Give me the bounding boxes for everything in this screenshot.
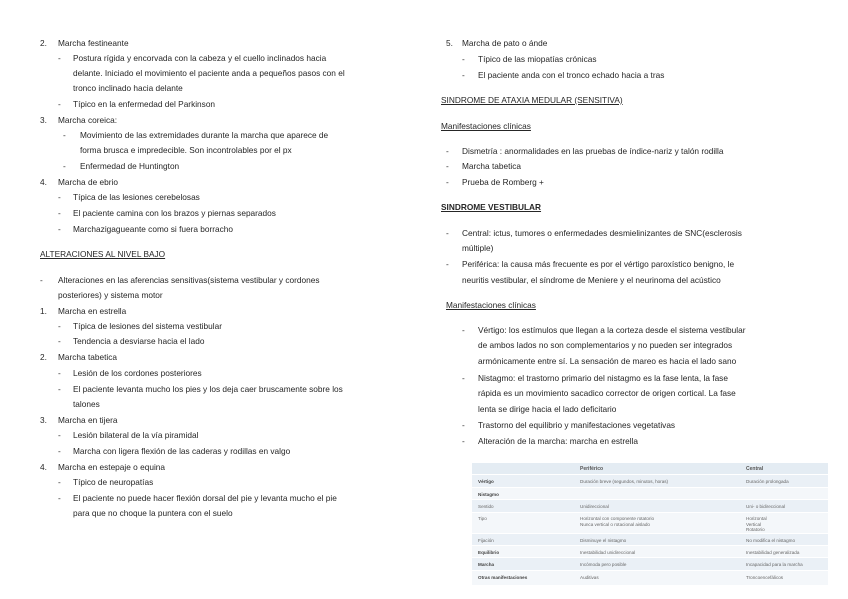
table-cell: Vertical xyxy=(746,521,762,527)
table-row xyxy=(472,570,828,585)
text-line: posteriores) y sistema motor xyxy=(58,290,163,300)
table-cell: Troncoencefálicos xyxy=(746,575,784,580)
item-number: 1. xyxy=(40,306,47,316)
text-line: Típico en la enfermedad del Parkinson xyxy=(73,99,216,109)
table-cell: Nunca vertical o rotacional aislado xyxy=(580,521,650,527)
table-row-label: Nistagmo xyxy=(478,492,499,497)
bullet-dash: - xyxy=(58,99,61,109)
table-header xyxy=(472,463,828,474)
table-cell: Unidireccional xyxy=(580,504,609,509)
text-line: Lesión de los cordones posteriores xyxy=(73,368,202,378)
text-line: Dismetría : anormalidades en las pruebas de índice-nariz y talón rodilla xyxy=(462,146,724,156)
comparison-table xyxy=(472,463,828,585)
text-line: tronco inclinado hacia delante xyxy=(73,83,183,93)
text-line: armónicamente entre sí. La sensación de mareo es hacia el lado sano xyxy=(478,356,737,366)
text-line: Marchazigagueante como si fuera borracho xyxy=(73,224,234,234)
bullet-dash: - xyxy=(58,53,61,63)
table-cell: Duración prolongada xyxy=(746,479,789,484)
text-line: Típico de las miopatías crónicas xyxy=(478,54,597,64)
text-line: El paciente no puede hacer flexión dorsal del pie y levanta mucho el pie xyxy=(73,493,337,503)
item-title: Marcha en estepaje o equina xyxy=(58,462,166,472)
table-row-label: Otras manifestaciones xyxy=(478,575,528,580)
bullet-dash: - xyxy=(58,368,61,378)
bullet-dash: - xyxy=(63,130,66,140)
table-cell: Disminuye el nistagmo xyxy=(580,538,627,543)
text-line: El paciente levanta mucho los pies y los deja caer bruscamente sobre los xyxy=(73,384,343,394)
bullet-dash: - xyxy=(446,228,449,238)
bullet-dash: - xyxy=(58,224,61,234)
table-cell: Auditivas xyxy=(580,575,599,580)
text-line: Marcha con ligera flexión de las caderas y rodillas en valgo xyxy=(73,446,291,456)
item-title: Marcha de pato o ánde xyxy=(462,38,548,48)
item-number: 4. xyxy=(40,462,47,472)
bullet-dash: - xyxy=(58,321,61,331)
text-line: Tendencia a desviarse hacia el lado xyxy=(73,336,205,346)
table-row-label: Marcha xyxy=(478,562,495,567)
table-cell: Inestabilidad generalizada xyxy=(746,550,800,555)
bullet-dash: - xyxy=(58,446,61,456)
text-line: delante. Iniciado el movimiento el paciente anda a pequeños pasos con el xyxy=(73,68,345,78)
table-row-label: Sentido xyxy=(478,504,494,509)
bullet-dash: - xyxy=(63,161,66,171)
item-title: Marcha festineante xyxy=(58,38,129,48)
table-cell: Inestabilidad unidireccional xyxy=(580,550,636,555)
bullet-dash: - xyxy=(58,384,61,394)
bullet-dash: - xyxy=(58,430,61,440)
table-row-label: Equilibrio xyxy=(478,550,500,555)
bullet-dash: - xyxy=(462,70,465,80)
text-line: Prueba de Romberg + xyxy=(462,177,544,187)
text-line: Típica de las lesiones cerebelosas xyxy=(73,192,200,202)
subsection-heading: Manifestaciones clínicas xyxy=(441,121,531,131)
text-line: Típico de neuropatías xyxy=(73,477,154,487)
text-line: Alteraciones en las aferencias sensitivas(sistema vestibular y cordones xyxy=(58,275,320,285)
bullet-dash: - xyxy=(58,493,61,503)
table-row-label: Vértigo xyxy=(478,479,494,484)
bullet-dash: - xyxy=(446,161,449,171)
table-cell: No modifica el nistagmo xyxy=(746,538,796,543)
text-line: Vértigo: los estímulos que llegan a la corteza desde el sistema vestibular xyxy=(478,325,746,335)
table-row xyxy=(472,557,828,571)
text-line: Lesión bilateral de la vía piramidal xyxy=(73,430,199,440)
table-cell: Horizontal xyxy=(746,516,767,521)
text-line: Marcha tabetica xyxy=(462,161,522,171)
item-number: 4. xyxy=(40,177,47,187)
table-cell: Horizontal con componente rotatorio xyxy=(580,516,655,521)
table-row xyxy=(472,512,828,534)
table-cell: Rotatorio xyxy=(746,527,765,532)
text-line: múltiple) xyxy=(462,243,494,253)
section-heading: SINDROME DE ATAXIA MEDULAR (SENSITIVA) xyxy=(441,95,623,105)
item-number: 2. xyxy=(40,352,47,362)
item-title: Marcha de ebrio xyxy=(58,177,118,187)
bullet-dash: - xyxy=(40,275,43,285)
text-line: Alteración de la marcha: marcha en estrella xyxy=(478,436,639,446)
text-line: neuritis vestibular, el síndrome de Meniere y el neurinoma del acústico xyxy=(462,275,721,285)
table-row xyxy=(472,474,828,488)
table-row-label: Tipo xyxy=(478,516,487,521)
bullet-dash: - xyxy=(462,436,465,446)
table-header-cell: Periférico xyxy=(580,466,604,472)
text-line: El paciente camina con los brazos y piernas separados xyxy=(73,208,276,218)
text-line: Enfermedad de Huntington xyxy=(80,161,180,171)
table-row xyxy=(472,499,828,513)
bullet-dash: - xyxy=(446,146,449,156)
text-line: Postura rígida y encorvada con la cabeza y el cuello inclinados hacia xyxy=(73,53,327,63)
text-line: lenta se dirige hacia el lado deficitario xyxy=(478,404,617,414)
text-line: Nistagmo: el trastorno primario del nistagmo es la fase lenta, la fase xyxy=(478,373,728,383)
item-title: Marcha en estrella xyxy=(58,306,127,316)
table-header-cell: Central xyxy=(746,466,764,472)
table-cell: Incómoda pero posible xyxy=(580,562,627,567)
bullet-dash: - xyxy=(462,325,465,335)
subsection-heading: Manifestaciones clínicas xyxy=(446,300,536,310)
bullet-dash: - xyxy=(446,177,449,187)
item-number: 2. xyxy=(40,38,47,48)
section-heading: ALTERACIONES AL NIVEL BAJO xyxy=(40,249,166,259)
table-cell: Incapacidad para la marcha xyxy=(746,562,803,567)
item-number: 5. xyxy=(446,38,453,48)
text-line: rápida es un movimiento sacadico corrector de origen cortical. La fase xyxy=(478,388,736,398)
text-line: para que no choque la puntera con el suelo xyxy=(73,508,233,518)
bullet-dash: - xyxy=(446,259,449,269)
bullet-dash: - xyxy=(58,477,61,487)
text-line: Movimiento de las extremidades durante la marcha que aparece de xyxy=(80,130,329,140)
text-line: El paciente anda con el tronco echado hacia a tras xyxy=(478,70,665,80)
text-line: Típica de lesiones del sistema vestibular xyxy=(73,321,222,331)
text-line: Trastorno del equilibrio y manifestaciones vegetativas xyxy=(478,420,676,430)
section-heading: SINDROME VESTIBULAR xyxy=(441,202,542,212)
text-line: talones xyxy=(73,399,100,409)
text-line: Periférica: la causa más frecuente es por el vértigo paroxístico benigno, le xyxy=(462,259,735,269)
item-title: Marcha en tijera xyxy=(58,415,118,425)
bullet-dash: - xyxy=(462,420,465,430)
text-line: forma brusca e impredecible. Son incontrolables por el px xyxy=(80,145,292,155)
table-cell: Uni- o bidireccional xyxy=(746,504,786,509)
table-cell: Duración breve (segundos, minutos, horas) xyxy=(580,479,669,484)
text-line: de ambos lados no son complementarios y no pueden ser integrados xyxy=(478,340,733,350)
bullet-dash: - xyxy=(462,54,465,64)
text-line: Central: ictus, tumores o enfermedades desmielinizantes de SNC(esclerosis xyxy=(462,228,742,238)
bullet-dash: - xyxy=(58,192,61,202)
bullet-dash: - xyxy=(58,208,61,218)
item-title: Marcha tabetica xyxy=(58,352,118,362)
table-row-label: Fijación xyxy=(478,538,494,543)
item-title: Marcha coreica: xyxy=(58,115,118,125)
item-number: 3. xyxy=(40,115,47,125)
bullet-dash: - xyxy=(462,373,465,383)
bullet-dash: - xyxy=(58,336,61,346)
item-number: 3. xyxy=(40,415,47,425)
